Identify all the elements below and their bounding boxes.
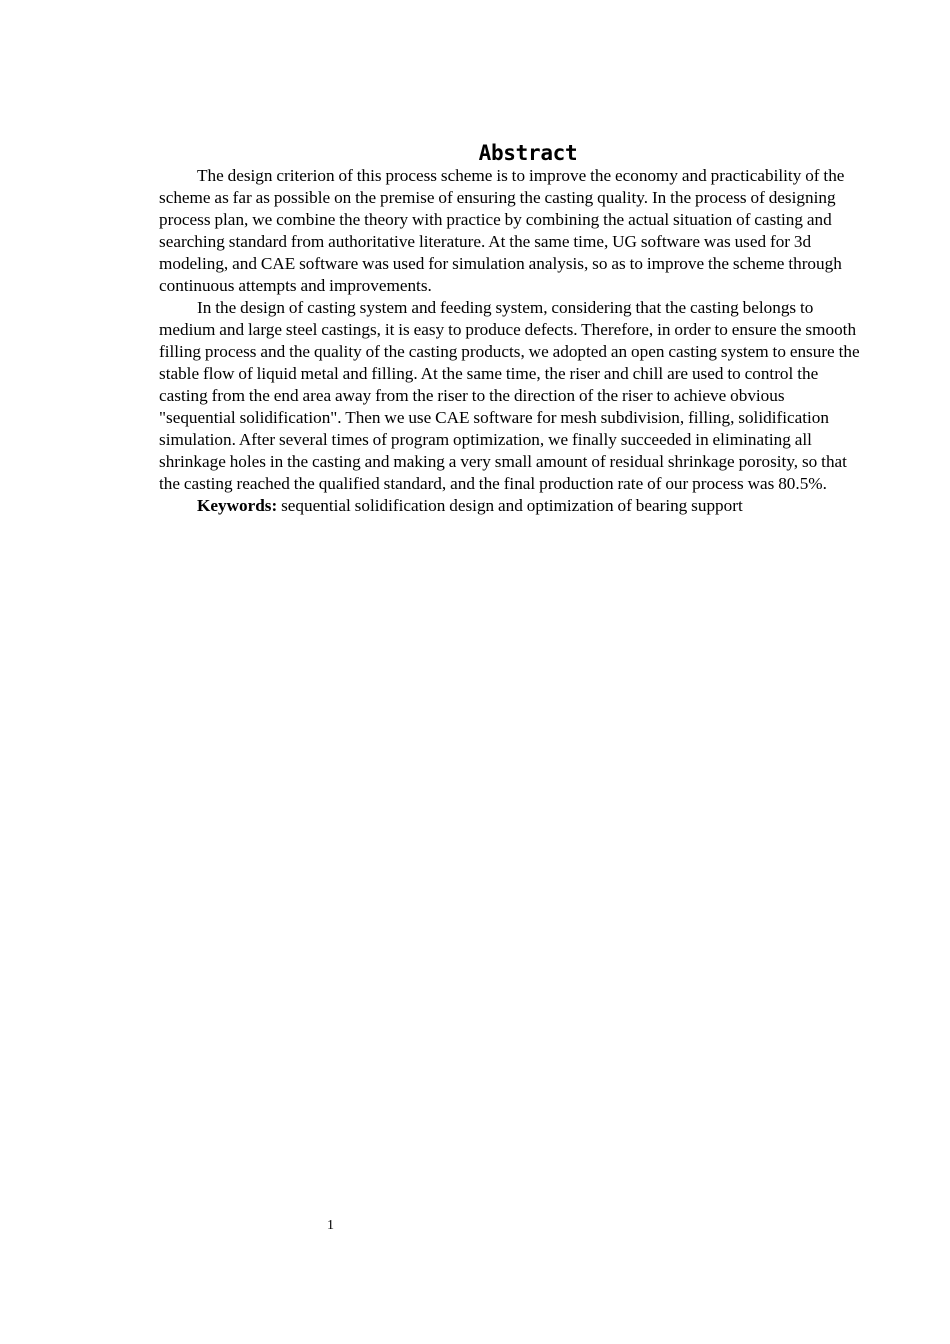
keywords-text: sequential solidification design and optimization of bearing support [277, 496, 743, 515]
abstract-title: Abstract [478, 141, 578, 165]
abstract-paragraph-2: In the design of casting system and feeding system, considering that the casting belongs to medium and large steel castings, it is easy to produce defects. Therefore, in order to ensure the smooth filling process and the quality of the casting products, we adopted an open casting system to ensure the stable flow of liquid metal and filling. At the same time, the riser and chill are used to control the casting from the end area away from the riser to the direction of the riser to achieve obvious "sequential solidification". Then we use CAE software for mesh subdivision, filling, solidification simulation. After several times of program optimization, we finally succeeded in eliminating all shrinkage holes in the casting and making a very small amount of residual shrinkage porosity, so that the casting reached the qualified standard, and the final production rate of our process was 80.5%. [159, 298, 860, 493]
abstract-paragraph-1: The design criterion of this process scheme is to improve the economy and practicability of the scheme as far as possible on the premise of ensuring the casting quality. In the process of designing process plan, we combine the theory with practice by combining the actual situation of casting and searching standard from authoritative literature. At the same time, UG software was used for 3d modeling, and CAE software was used for simulation analysis, so as to improve the scheme through continuous attempts and improvements. [159, 166, 845, 295]
abstract-body [159, 165, 863, 517]
keywords-label: Keywords: [197, 496, 278, 515]
keywords-line [159, 495, 863, 517]
page-number: 1 [327, 1218, 334, 1233]
